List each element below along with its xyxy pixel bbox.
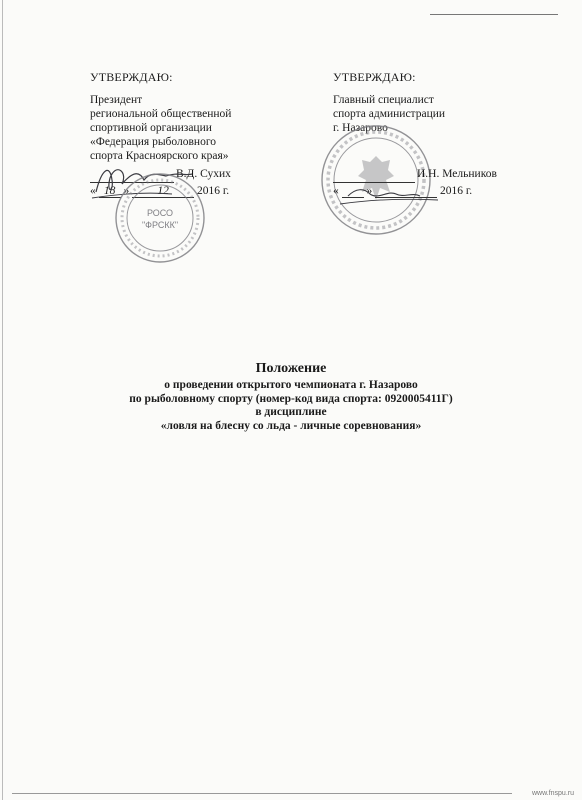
- document-subtitle-line: о проведении открытого чемпионата г. Назарово: [164, 379, 418, 391]
- left-date-year: 2016 г.: [197, 185, 230, 197]
- left-date-close-quote: »: [123, 185, 130, 197]
- document-title-block: [0, 360, 582, 433]
- left-approval-line: спортивной организации: [90, 122, 212, 134]
- left-approval-line: «Федерация рыболовного: [90, 136, 217, 148]
- right-approval-line: спорта администрации: [333, 108, 446, 120]
- right-date-year: 2016 г.: [440, 185, 473, 197]
- scan-bottom-edge: [12, 793, 512, 794]
- watermark: www.fnspu.ru: [531, 790, 574, 797]
- right-date-close-quote: »: [366, 185, 373, 197]
- right-approval-line: Главный специалист: [333, 94, 434, 106]
- right-signer-name: И.Н. Мельников: [417, 168, 497, 180]
- left-date-month: 12: [132, 185, 194, 198]
- document-subtitle-line: в дисциплине: [255, 406, 327, 418]
- right-approval-line: г. Назарово: [333, 122, 388, 134]
- left-date-day: 18: [99, 185, 121, 198]
- document-subtitle-line: «ловля на блесну со льда - личные соревнования»: [160, 419, 422, 432]
- left-stamp-center-top: РОСО: [146, 208, 174, 218]
- left-organization-stamp: [112, 170, 208, 266]
- left-signer-name: В.Д. Сухих: [176, 168, 231, 180]
- right-handwritten-signature: [338, 174, 448, 210]
- right-approval-header: УТВЕРЖДАЮ:: [333, 70, 416, 84]
- left-stamp-center-bottom: "ФРСКК": [141, 220, 179, 230]
- right-date-open-quote: «: [333, 185, 339, 197]
- scan-edge-top: [430, 14, 558, 15]
- left-approval-block: [90, 70, 231, 163]
- left-approval-line: региональной общественной: [90, 108, 232, 120]
- left-approval-line: Президент: [90, 94, 143, 106]
- document-subtitle-line: по рыболовному спорту (номер-код вида спорта: 0920005411Г): [129, 392, 453, 405]
- document-title: Положение: [255, 361, 327, 376]
- left-approval-line: спорта Красноярского края»: [90, 150, 229, 162]
- left-date-open-quote: «: [90, 185, 96, 197]
- left-approval-header: УТВЕРЖДАЮ:: [90, 70, 173, 84]
